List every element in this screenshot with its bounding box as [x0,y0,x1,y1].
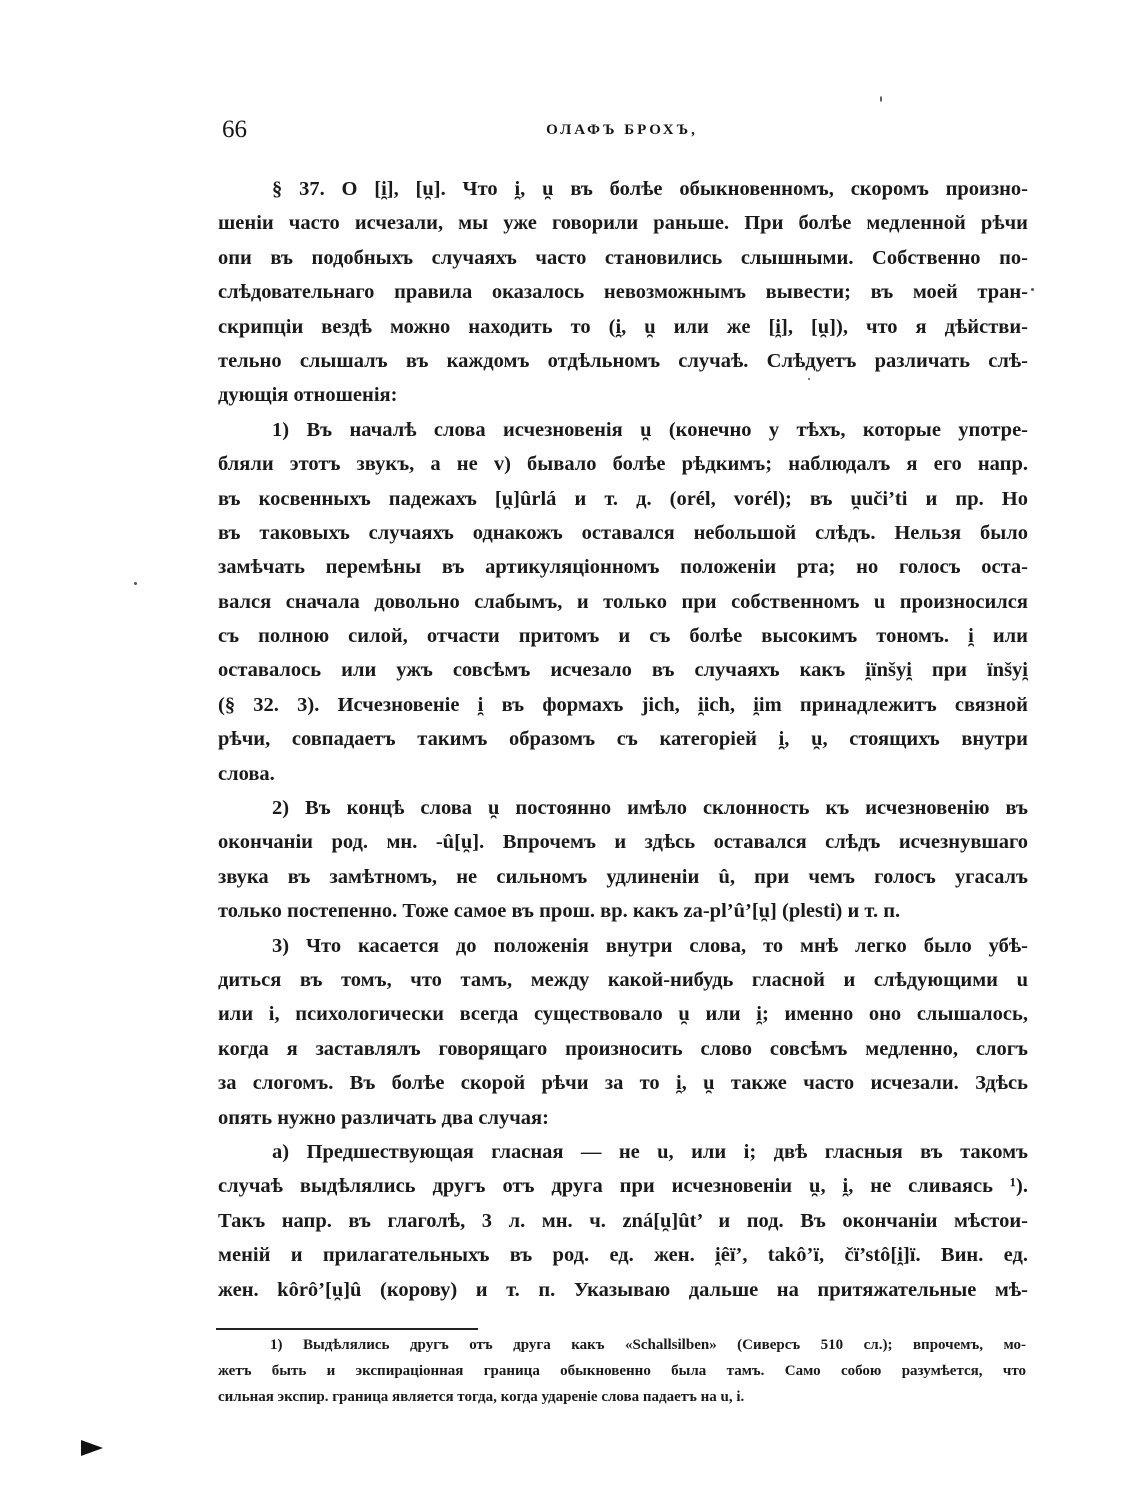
text-line: слѣдовательнаго правила оказалось невозможнымъ вывести; въ моей тран- [218,281,1028,304]
text-line: въ таковыхъ случаяхъ однакожъ оставался небольшой слѣдъ. Нельзя было [218,521,1028,544]
text-line: за слогомъ. Въ болѣе скорой рѣчи за то i̯, u̯ также часто исчезали. Здѣсь [218,1072,1028,1095]
text-line: вался сначала довольно слабымъ, и только при собственномъ u произносился [218,590,1028,613]
text-line: меній и прилагательныхъ въ род. ед. жен. i̯êï’, takô’ï, čï’stô[i̯]ï. Вин. ед. [218,1244,1028,1267]
text-line: рѣчи, совпадаетъ такимъ образомъ съ категоріей i̯, u̯, стоящихъ внутри [218,728,1028,751]
scan-speck [808,378,810,380]
text-line: скрипціи вездѣ можно находить то (i̯, u̯ или же [i̯], [u̯]), что я дѣйстви- [218,315,1028,338]
text-line: опи въ подобныхъ случаяхъ часто становились слышными. Собственно по- [218,246,1028,269]
page-header [218,116,1026,156]
text-line: диться въ томъ, что тамъ, между какой-нибудь гласной и слѣдующими u [218,968,1028,991]
text-line: только постепенно. Тоже самое въ прош. вр. какъ za-pl’û’[u̯] (plesti) и т. п. [218,900,901,923]
text-line: замѣчать перемѣны въ артикуляціонномъ положеніи рта; но голосъ оста- [218,556,1028,579]
footnote-line: 1) Выдѣлялись другъ отъ друга какъ «Schallsilben» (Сиверсъ 510 сл.); впрочемъ, мо- [270,1337,1026,1353]
text-line: 3) Что касается до положенія внутри слова, то мнѣ легко было убѣ- [272,934,1028,957]
scan-speck [1031,288,1034,291]
text-line: (§ 32. 3). Исчезновеніе i̯ въ формахъ jich, i̯ich, i̯im принадлежитъ связной [218,693,1028,716]
text-line: звука въ замѣтномъ, не сильномъ удлиненіи û, при чемъ голосъ угасалъ [218,865,1028,888]
footnote-divider [216,1328,478,1330]
running-title: ОЛАФЪ БРОХЪ, [546,122,698,138]
text-line: случаѣ выдѣлялись другъ отъ друга при исчезновеніи u̯, i̯, не сливаясь ¹). [218,1175,1028,1198]
text-line: тельно слышалъ въ каждомъ отдѣльномъ случаѣ. Слѣдуетъ различать слѣ- [218,349,1028,372]
footnote-line: сильная экспир. граница является тогда, когда удареніе слова падаетъ на u, i. [218,1389,745,1405]
scan-speck [134,582,137,585]
scan-speck [880,96,882,102]
footnote [218,1332,1026,1410]
text-line: бляли этотъ звукъ, а не v) бывало болѣе рѣдкимъ; наблюдалъ я его напр. [218,453,1028,476]
text-line: слова. [218,762,275,785]
body-text [218,172,1028,1307]
text-line: или i, психологически всегда существовало u̯ или i̯; именно оно слышалось, [218,1003,1028,1026]
footnote-line: жетъ быть и экспираціонная граница обыкновенно была тамъ. Само собою разумѣется, что [218,1363,1026,1379]
text-line: оставалось или ужъ совсѣмъ исчезало въ случаяхъ какъ i̯ïnšyi̯ при ïnšyi̯ [218,659,1028,682]
page-number: 66 [222,116,247,143]
text-line: Такъ напр. въ глаголѣ, 3 л. мн. ч. zná[u̯]ût’ и под. Въ окончаніи мѣстои- [218,1209,1028,1232]
text-line: 1) Въ началѣ слова исчезновенія u̯ (конечно у тѣхъ, которые употре- [272,418,1028,441]
text-line: опять нужно различать два случая: [218,1106,549,1129]
text-line: шеніи часто исчезали, мы уже говорили раньше. При болѣе медленной рѣчи [218,212,1028,235]
text-line: когда я заставлялъ говорящаго произносить слово совсѣмъ медленно, слогъ [218,1037,1028,1060]
text-line: окончаніи род. мн. -û[u̯]. Впрочемъ и здѣсь оставался слѣдъ исчезнувшаго [218,831,1028,854]
text-line: съ полною силой, отчасти притомъ и съ болѣе высокимъ тономъ. i̯ или [218,625,1028,648]
text-line: дующія отношенія: [218,384,398,407]
text-line: 2) Въ концѣ слова u̯ постоянно имѣло склонность къ исчезновенію въ [272,797,1028,820]
text-line: а) Предшествующая гласная — не u, или i; двѣ гласныя въ такомъ [272,1140,1028,1163]
text-line: § 37. О [i̯], [u̯]. Что i̯, u̯ въ болѣе обыкновенномъ, скоромъ произно- [272,178,1028,200]
text-line: въ косвенныхъ падежахъ [u̯]ûrlá и т. д. (orél, vorél); въ u̯uči’ti и пр. Но [218,487,1028,510]
margin-pointer-mark [81,1440,103,1456]
text-line: жен. kôrô’[u̯]û (корову) и т. п. Указываю дальше на притяжательные мѣ- [218,1278,1028,1301]
